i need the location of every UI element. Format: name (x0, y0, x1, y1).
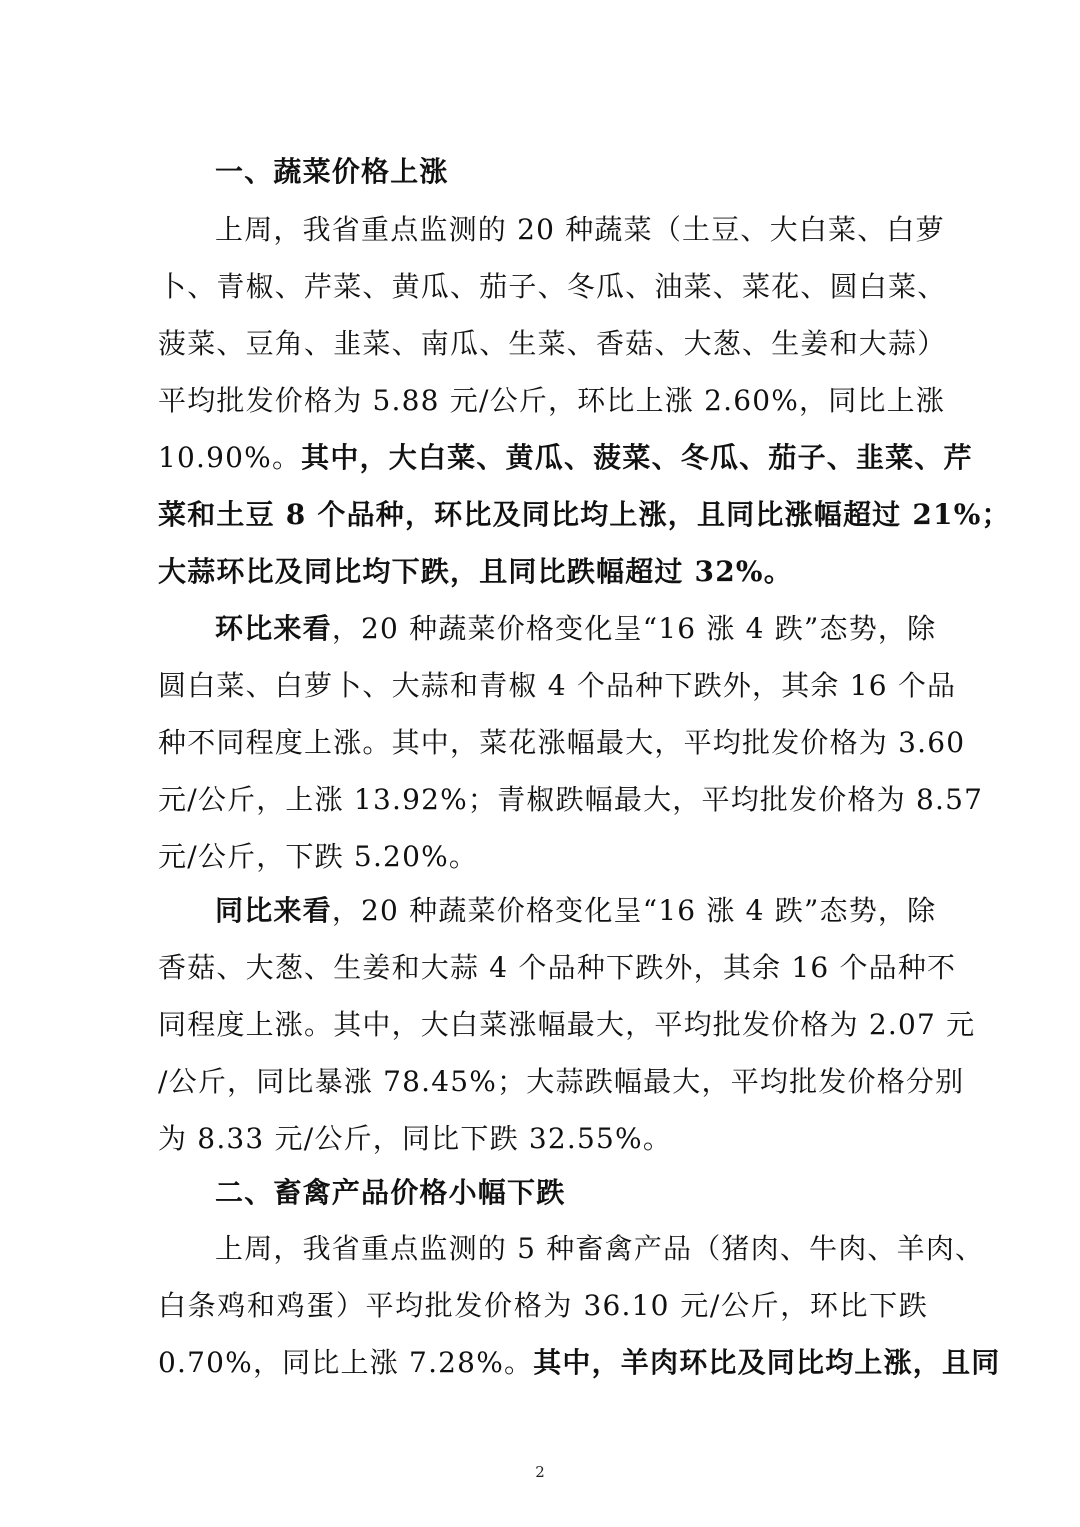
p4-line3-normal: 0.70%，同比上涨 7.28%。 (158, 1346, 534, 1379)
section1-heading: 一、蔬菜价格上涨 (215, 155, 449, 188)
p2-line2: 圆白菜、白萝卜、大蒜和青椒 4 个品种下跌外，其余 16 个品 (158, 669, 957, 702)
section2-heading: 二、畜禽产品价格小幅下跌 (215, 1176, 566, 1209)
p4-line2: 白条鸡和鸡蛋）平均批发价格为 36.10 元/公斤，环比下跌 (158, 1289, 928, 1322)
p3-line1-bold: 同比来看 (215, 894, 332, 927)
p3-line4: /公斤，同比暴涨 78.45%；大蒜跌幅最大，平均批发价格分别 (158, 1065, 965, 1098)
p3-line5: 为 8.33 元/公斤，同比下跌 32.55%。 (158, 1122, 673, 1155)
p2-line1-normal: ，20 种蔬菜价格变化呈“16 涨 4 跌”态势，除 (331, 612, 937, 645)
p1-line4: 平均批发价格为 5.88 元/公斤，环比上涨 2.60%，同比上涨 (158, 384, 946, 417)
p2-line4: 元/公斤，上涨 13.92%；青椒跌幅最大，平均批发价格为 8.57 (158, 783, 984, 816)
p4-line3 (158, 1335, 1001, 1391)
p1-line5-bold: 其中，大白菜、黄瓜、菠菜、冬瓜、茄子、韭菜、芹 (301, 441, 973, 474)
p2-line1-bold: 环比来看 (215, 612, 332, 645)
p1-line7: 大蒜环比及同比均下跌，且同比跌幅超过 32%。 (158, 555, 793, 588)
p1-line5-normal: 10.90%。 (158, 441, 302, 474)
p4-line3-bold: 其中，羊肉环比及同比均上涨，且同 (533, 1346, 1001, 1379)
p1-line6: 菜和土豆 8 个品种，环比及同比均上涨，且同比涨幅超过 21%； (158, 498, 1011, 531)
p4-line1: 上周，我省重点监测的 5 种畜禽产品（猪肉、牛肉、羊肉、 (215, 1232, 985, 1265)
p1-line1: 上周，我省重点监测的 20 种蔬菜（土豆、大白菜、白萝 (215, 213, 945, 246)
p1-line5 (158, 430, 973, 486)
p3-line2: 香菇、大葱、生姜和大蒜 4 个品种下跌外，其余 16 个品种不 (158, 951, 957, 984)
p2-line1 (215, 601, 937, 657)
p2-line3: 种不同程度上涨。其中，菜花涨幅最大，平均批发价格为 3.60 (158, 726, 966, 759)
p1-line3: 菠菜、豆角、韭菜、南瓜、生菜、香菇、大葱、生姜和大蒜） (158, 327, 947, 360)
p3-line1-normal: ，20 种蔬菜价格变化呈“16 涨 4 跌”态势，除 (331, 894, 937, 927)
p3-line3: 同程度上涨。其中，大白菜涨幅最大，平均批发价格为 2.07 元 (158, 1008, 976, 1041)
page-number: 2 (535, 1463, 545, 1481)
p1-line2: 卜、青椒、芹菜、黄瓜、茄子、冬瓜、油菜、菜花、圆白菜、 (158, 270, 947, 303)
p3-line1 (215, 883, 937, 939)
p2-line5: 元/公斤，下跌 5.20%。 (158, 840, 479, 873)
